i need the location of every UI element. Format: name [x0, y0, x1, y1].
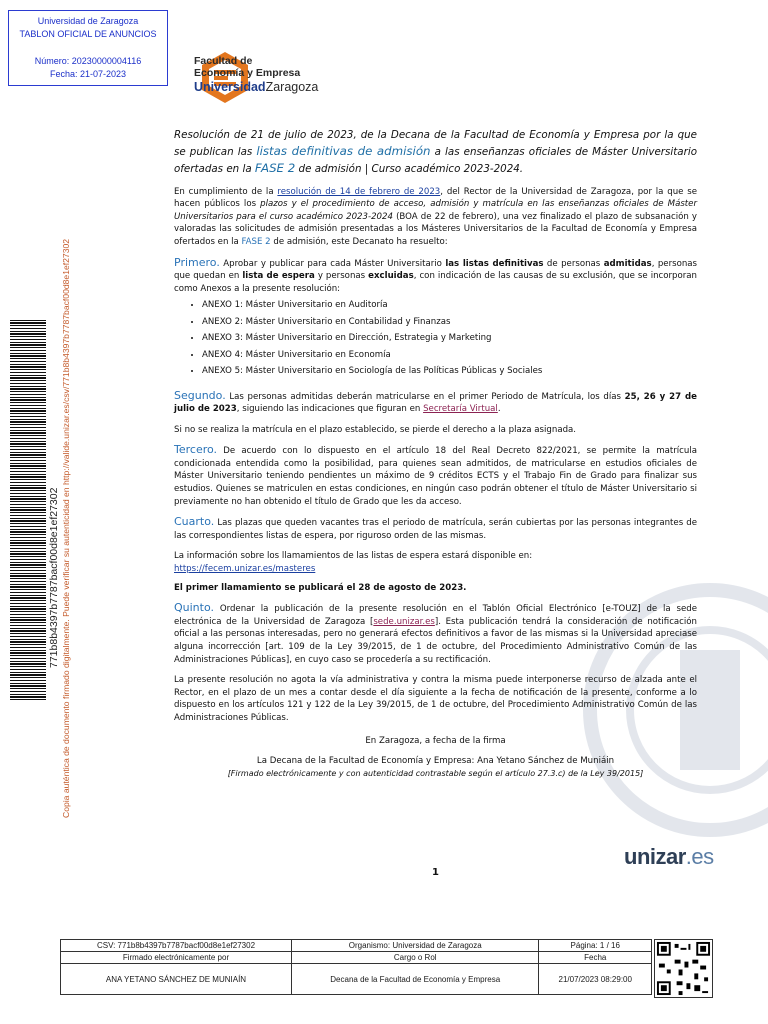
list-item: • ANEXO 1: Máster Universitario en Auditoría — [202, 299, 697, 312]
resolution-title: Resolución de 21 de julio de 2023, de la Decana de la Facultad de Economía y Empresa por la que se publican las listas definitivas de admisión a las enseñanzas oficiales de Máster Universitario ofertadas en la FASE 2 de admisión | Curso académico 2023-2024. — [174, 129, 698, 176]
place-date: En Zaragoza, a fecha de la firma — [365, 735, 506, 746]
annex-list — [186, 299, 697, 377]
csv-cell: CSV: 771b8b4397b7787bacf00d8e1ef27302 — [61, 940, 292, 952]
signature-table — [60, 939, 652, 995]
header-cargo: Cargo o Rol — [291, 952, 538, 964]
stamp-number: Número: 20230000004116 — [34, 56, 142, 66]
qr-code-icon — [654, 939, 713, 998]
secretaria-virtual-link[interactable]: Secretaría Virtual — [423, 404, 498, 415]
signer-name-cell: ANA YETANO SÁNCHEZ DE MUNIAÍN — [61, 964, 292, 995]
logo-line-2: Economía y Empresa — [194, 67, 301, 79]
sign-date-cell: 21/07/2023 08:29:00 — [539, 964, 652, 995]
authenticity-notice: Copia auténtica de documento firmado digitalmente. Puede verificar su autenticidad en http://valide.unizar.es/csv/771b8b4397b7787bacf00d8e1ef27302 — [61, 238, 71, 818]
stamp-date: Fecha: 21-07-2023 — [49, 69, 127, 79]
csv-barcode — [10, 320, 46, 700]
signer-role-cell: Decana de la Facultad de Economía y Empresa — [291, 964, 538, 995]
unizar-logo: unizar.es — [624, 844, 714, 869]
list-item: • ANEXO 3: Máster Universitario en Dirección, Estrategia y Marketing — [202, 332, 697, 345]
stamp-line-board: TABLON OFICIAL DE ANUNCIOS — [19, 29, 157, 39]
stamp-line-university: Universidad de Zaragoza — [37, 16, 139, 26]
page-number: 1 — [432, 867, 439, 878]
appeal-paragraph: La presente resolución no agota la vía administrativa y contra la misma puede interponerse recurso de alzada ante el Rector, en el plazo de un mes a contar desde el día siguiente a la fecha de notificación de la presente, conforme a lo dispuesto en los artículos 121 y 122 de la Ley 39/2015, de 1 de octubre, del Procedimiento Administrativo Común de las Administraciones Públicas. — [174, 675, 697, 723]
logo-line-1: Facultad de — [194, 55, 253, 67]
sede-link[interactable]: sede.unizar.es — [373, 616, 435, 627]
vertical-csv-code: 771b8b4397b7787bacf00d8e1ef27302 — [48, 487, 60, 668]
signature-note: [Firmado electrónicamente y con autenticidad contrastable según el artículo 27.3.c) de la Ley 39/2015] — [227, 768, 644, 778]
section-tercero: Tercero. De acuerdo con lo dispuesto en el artículo 18 del Real Decreto 822/2021, se permite la matrícula condicionada entendida como la posibilidad, para quienes sean admitidos, de matricularse en estudios oficiales de Máster Universitario teniendo pendientes un máximo de 9 créditos ECTS y el Trabajo Fin de Grado para finalizar sus estudios. Quienes se matriculen en estas condiciones, en ningún caso podrán obtener el título de Máster Universitario si previamente no han obtenido el título de Grado que les da acceso. — [174, 443, 697, 507]
waitlist-info: La información sobre los llamamientos de las listas de espera estará disponible en: https://fecem.unizar.es/masteres — [174, 551, 533, 575]
header-firmado: Firmado electrónicamente por — [61, 952, 292, 964]
section-primero: Primero. Aprobar y publicar para cada Máster Universitario las listas definitivas de personas admitidas, personas que quedan en lista de espera y personas excluidas, con indicación de las causas de su exclusión, que se incorporan como Anexos a la presente resolución: — [174, 255, 698, 294]
resolution-link[interactable]: resolución de 14 de febrero de 2023 — [277, 186, 441, 197]
header-fecha: Fecha — [539, 952, 652, 964]
list-item: • ANEXO 5: Máster Universitario en Sociología de las Políticas Públicas y Sociales — [202, 365, 697, 378]
signer-line: La Decana de la Facultad de Economía y Empresa: Ana Yetano Sánchez de Muniáin — [256, 756, 615, 767]
section-quinto: Quinto. Ordenar la publicación de la presente resolución en el Tablón Oficial Electrónico [e-TOUZ] de la sede electrónica de la Universidad de Zaragoza [sede.unizar.es]. Esta publicación tendrá la consideración de notificación oficial a las personas interesadas, pero no generará efectos definitivos a favor de las mismas si la Universidad apreciase alguna incorrección [art. 109 de la Ley 39/2015, de 1 de octubre, del Procedimiento Administrativo Común de las Administraciones Públicas], en cuyo caso se procedería a su rectificación. — [174, 601, 697, 665]
logo-line-3: UniversidadZaragoza — [194, 80, 319, 94]
faculty-logo-text — [194, 55, 318, 95]
resolution-body — [174, 127, 698, 878]
list-item: • ANEXO 4: Máster Universitario en Economía — [202, 349, 697, 362]
list-item: • ANEXO 2: Máster Universitario en Contabilidad y Finanzas — [202, 316, 697, 329]
masteres-url-link[interactable]: https://fecem.unizar.es/masteres — [174, 564, 316, 575]
section-cuarto: Cuarto. Las plazas que queden vacantes tras el periodo de matrícula, serán cubiertas por las personas integrantes de las correspondientes listas de espera, por riguroso orden de las mismas. — [174, 515, 697, 541]
pagina-cell: Página: 1 / 16 — [539, 940, 652, 952]
intro-paragraph: En cumplimiento de la resolución de 14 de febrero de 2023, del Rector de la Universidad de Zaragoza, por la que se hacen públicos los plazos y el procedimiento de acceso, admisión y matrícula en las enseñanzas oficiales de Máster Universitarios para el curso académico 2023-2024 (BOA de 22 de febrero), una vez finalizado el plazo de subsanación y valoradas las solicitudes de admisión presentadas a los Másteres Universitarios de la Facultad de Economía y Empresa ofertados en la FASE 2 de admisión, este Decanato ha resuelto: — [174, 186, 697, 247]
segundo-note: Si no se realiza la matrícula en el plazo establecido, se pierde el derecho a la plaza asignada. — [174, 424, 577, 435]
first-call-date: El primer llamamiento se publicará el 28 de agosto de 2023. — [174, 582, 467, 593]
section-segundo: Segundo. Las personas admitidas deberán matricularse en el primer Periodo de Matrícula, los días 25, 26 y 27 de julio de 2023, siguiendo las indicaciones que figuran en Secretaría Virtual. — [174, 388, 697, 415]
organismo-cell: Organismo: Universidad de Zaragoza — [291, 940, 538, 952]
